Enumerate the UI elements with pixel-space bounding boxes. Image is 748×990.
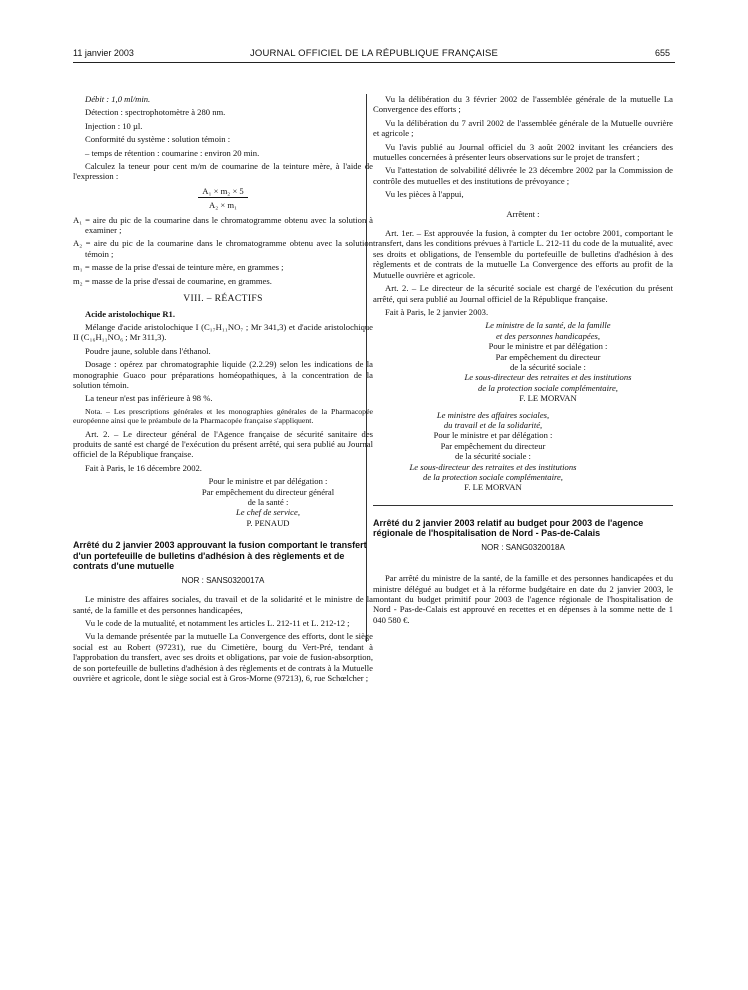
article-2-paragraph: Art. 2. – Le directeur général de l'Agence française de sécurité sanitaire des produits de santé est chargé de l'exécution du présent arrêté, qui sera publié au Journal officiel de la République française. [73,428,373,460]
article-1-paragraph: Art. 1er. – Est approuvée la fusion, à compter du 1er octobre 2001, comportant le transfert, dans les conditions prévues à l'article L. 212-11 du code de la mutualité, avec ses droits et obligations, de l'ensemble du portefeuille de bulletins d'adhésion à des règlements et de contrats de la mutuelle La Convergence des efforts au profit de la Mutuelle ouvrière et agricole. [373,228,673,280]
calculez-paragraph: Calculez la teneur pour cent m/m de coumarine de la teinture mère, à l'aide de l'expression : [73,161,373,182]
signature-line: Par empêchement du directeur [440,440,546,451]
article-2-paragraph: Art. 2. – Le directeur de la sécurité sociale est chargé de l'exécution du présent arrêté, qui sera publié au Journal officiel de la République française. [373,283,673,304]
vu-paragraph: Vu l'attestation de solvabilité délivrée le 23 décembre 2002 par la Commission de contrôle des mutuelles et des institutions de prévoyance ; [373,165,673,186]
poudre-paragraph: Poudre jaune, soluble dans l'éthanol. [85,345,211,356]
nor-reference: NOR : SANG0320018A [481,542,565,552]
acide-heading: Acide aristolochique R1. [85,308,175,319]
definition-a1: A₁ = aire du pic de la coumarine dans le chromatogramme obtenu avec la solution à examiner ; [73,214,373,236]
vu-paragraph: Vu l'avis publié au Journal officiel du 3 août 2002 invitant les créanciers des mutuelles concernées à présenter leurs observations sur le projet de transfert ; [373,141,673,163]
page-number: 655 [654,48,670,58]
signature-line: Pour le ministre et par délégation : [208,476,328,487]
signature-line: Le sous-directeur des retraites et des institutions [464,372,632,383]
signature-line: Le sous-directeur des retraites et des institutions [409,461,577,472]
left-column [73,94,373,686]
fait-paris-line: Fait à Paris, le 16 décembre 2002. [85,462,202,473]
vu-paragraph: Vu le code de la mutualité, et notamment les articles L. 212-11 et L. 212-12 ; [85,617,350,628]
signature-name: F. LE MORVAN [464,482,522,493]
header-rule [73,62,675,63]
section-heading-reactifs: VIII. – RÉACTIFS [183,294,263,305]
preamble-paragraph: Le ministre des affaires sociales, du travail et de la solidarité et le ministre de la santé, de la famille et des personnes handicapées, [73,594,373,615]
definition-a2: A₂ = aire du pic de la coumarine dans le chromatogramme obtenu avec la solution témoin ; [73,238,373,259]
signature-line: et des personnes handicapées, [495,330,601,341]
signature-line: du travail et de la solidarité, [443,419,543,430]
arrete-title: Arrêté du 2 janvier 2003 approuvant la fusion comportant le transfert d'un portefeuille de bulletins d'adhésion à des règlements et de contrats d'une mutuelle [73,540,367,572]
definition-m1: m₁ = masse de la prise d'essai de teinture mère, en grammes ; [73,262,284,273]
signature-line: de la protection sociale complémentaire, [478,382,618,393]
section-rule [373,505,673,506]
formula-numerator: A₁ × m₂ × 5 [198,186,247,198]
detection-line: Détection : spectrophotomètre à 280 nm. [85,107,226,118]
melange-paragraph: Mélange d'acide aristolochique I (C₁₇H₁₁NO₇ ; Mr 341,3) et d'acide aristolochique II (C₁₆H₁₁NO₆ ; Mr 311,3). [73,321,373,343]
arrete-title: Arrêté du 2 janvier 2003 relatif au budget pour 2003 de l'agence régionale de l'hospitalisation de Nord - Pas-de-Calais [373,517,644,539]
signature-block [73,476,373,528]
journal-title: JOURNAL OFFICIEL DE LA RÉPUBLIQUE FRANÇAISE [249,48,499,59]
signature-line: Le ministre des affaires sociales, [436,409,550,420]
signature-line: Le ministre de la santé, de la famille [485,320,611,331]
signature-line: de la sécurité sociale : [510,361,586,372]
signature-block [373,320,673,403]
arretent-heading: Arrêtent : [506,208,540,219]
right-column [373,94,673,628]
vu-paragraph: Vu les pièces à l'appui, [385,189,464,200]
signature-line: de la protection sociale complémentaire, [423,472,563,482]
teneur-paragraph: La teneur n'est pas inférieure à 98 %. [85,393,213,404]
signature-name: F. LE MORVAN [519,393,577,404]
vu-paragraph: Vu la délibération du 7 avril 2002 de l'assemblée générale de la Mutuelle ouvrière et agricole ; [373,117,673,139]
signature-line: Pour le ministre et par délégation : [488,341,608,352]
signature-line: Par empêchement du directeur général [201,486,335,497]
temps-line: – temps de rétention : coumarine : environ 20 min. [85,147,260,158]
conformite-line: Conformité du système : solution témoin : [85,134,231,145]
signature-line: Par empêchement du directeur [495,351,601,362]
nota-paragraph: Nota. – Les prescriptions générales et les monographies générales de la Pharmacopée européenne ainsi que le préambule de la Pharmacopée française s'appliquent. [73,406,373,426]
budget-paragraph: Par arrêté du ministre de la santé, de la famille et des personnes handicapées et du ministre délégué au budget et à la réforme budgétaire en date du 2 janvier 2003, le montant du budget primitif pour 2003 de l'agence régionale de l'hospitalisation de Nord - Pas-de-Calais est approuvé en recettes et en dépenses à la somme nette de 1 040 580 €. [373,573,673,625]
injection-line: Injection : 10 µl. [85,120,143,131]
signature-line: de la santé : [247,497,289,507]
vu-paragraph: Vu la demande présentée par la mutuelle La Convergence des efforts, dont le siège social est au Robert (97231), rue du Cimetière, bourg du Vert-Pré, tendant à l'approbation du transfert, avec ses droits et obligations, par voie de fusion-absorption, de son portefeuille de bulletins d'adhésion à des règlements et de contrats à la Mutuelle ouvrière et agricole, dont le siège social est à Gros-Morne (97213), 6, rue Schœlcher ; [73,631,373,683]
vu-paragraph: Vu la délibération du 3 février 2002 de l'assemblée générale de la mutuelle La Convergence des efforts ; [373,94,673,115]
debit-line: Débit : 1,0 ml/min. [85,94,151,104]
coumarine-formula [73,186,373,211]
dosage-paragraph: Dosage : opérez par chromatographie liquide (2.2.29) selon les indications de la monographie Guaco pour préparations homéopathiques, à la concentration de la solution témoin. [73,359,373,390]
signature-line: de la sécurité sociale : [455,451,531,462]
definition-m2: m₂ = masse de la prise d'essai de coumarine, en grammes. [73,275,272,286]
nor-reference: NOR : SANS0320017A [181,575,265,585]
formula-denominator: A₂ × m₁ [208,200,238,211]
fait-paris-line: Fait à Paris, le 2 janvier 2003. [385,306,489,317]
signature-line: Le chef de service, [236,507,300,518]
signature-name: P. PENAUD [246,517,290,528]
signature-line: Pour le ministre et par délégation : [433,430,553,441]
header-date: 11 janvier 2003 [73,48,134,58]
signature-block [373,410,673,493]
